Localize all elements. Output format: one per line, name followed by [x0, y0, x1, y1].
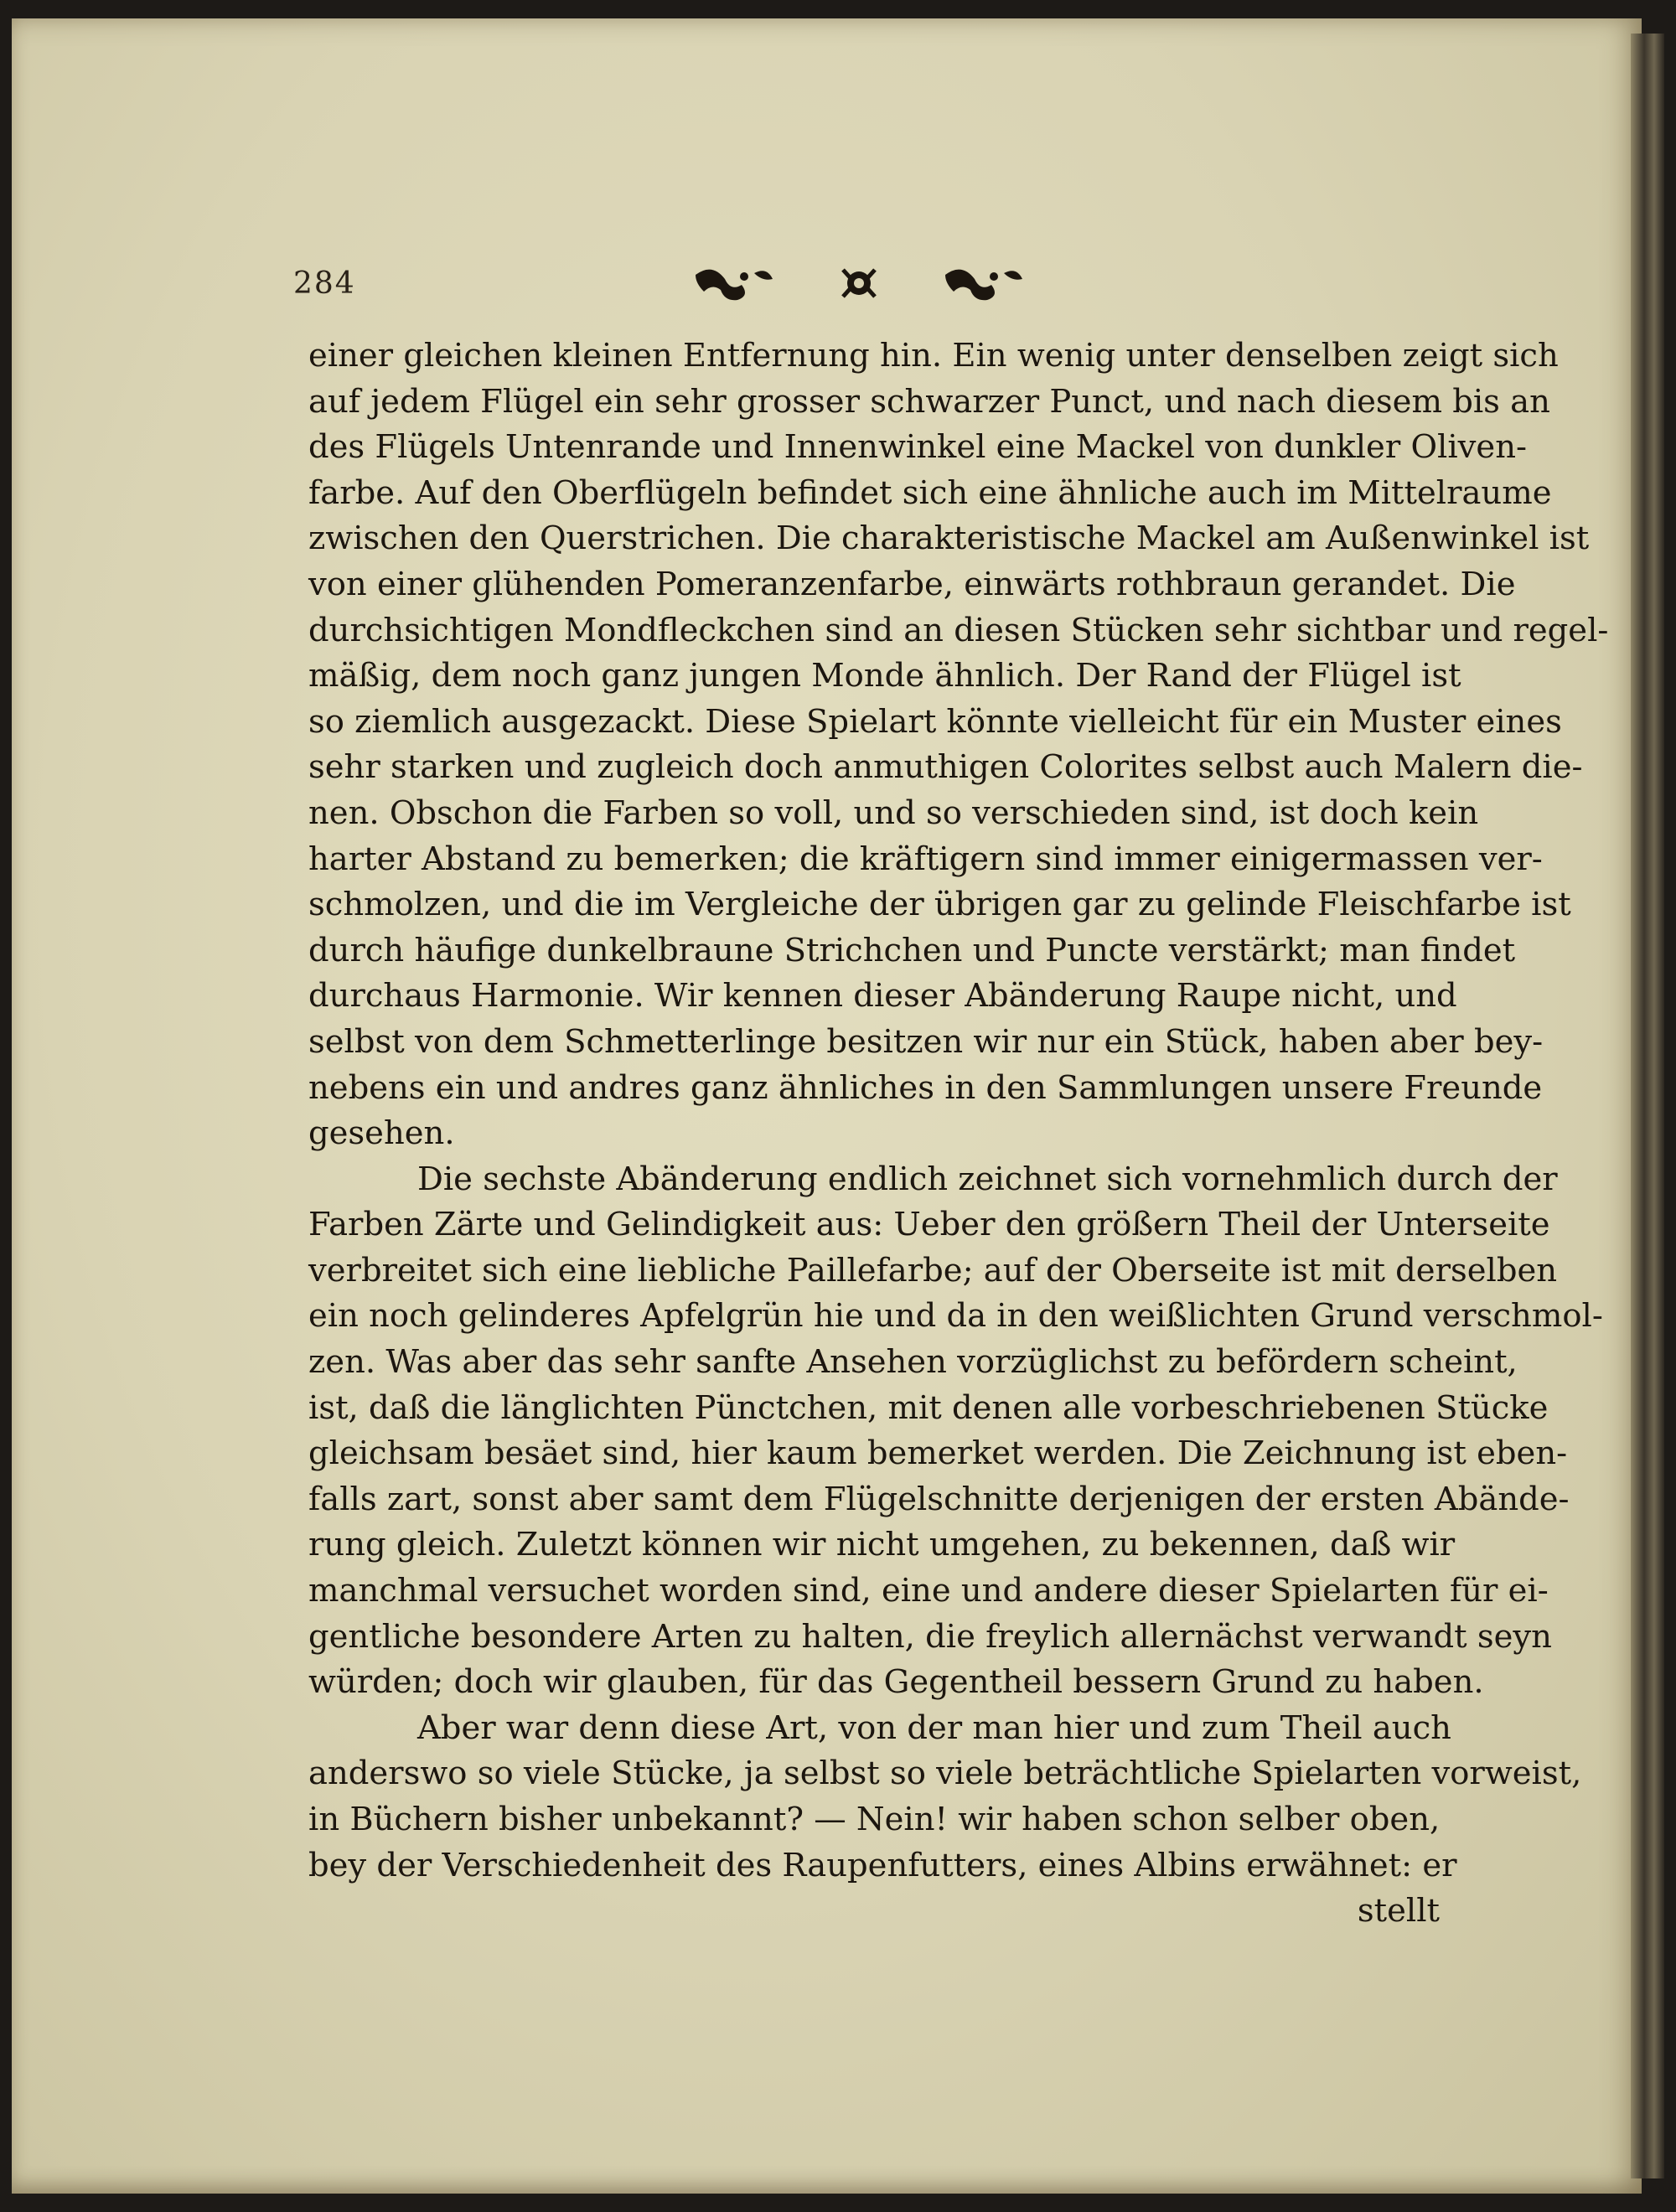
text-line: des Flügels Untenrande und Innenwinkel eine Mackel von dunkler Oliven- [308, 428, 1527, 467]
text-line: zwischen den Querstrichen. Die charakteristische Mackel am Außenwinkel ist [308, 519, 1590, 558]
text-line: falls zart, sonst aber samt dem Flügelschnitte derjenigen der ersten Abände- [308, 1480, 1570, 1518]
text-line: durch häufige dunkelbraune Strichchen und Puncte verstärkt; man findet [308, 931, 1516, 969]
text-line: anderswo so viele Stücke, ja selbst so viele beträchtliche Spielarten vorweist, [308, 1755, 1582, 1793]
text-line: selbst von dem Schmetterlinge besitzen wir nur ein Stück, haben aber bey- [308, 1022, 1544, 1061]
text-line: ist, daß die länglichten Pünctchen, mit denen alle vorbeschriebenen Stücke [308, 1388, 1549, 1427]
book-gutter [1631, 34, 1664, 2178]
text-line: manchmal versuchet worden sind, eine und andere dieser Spielarten für ei- [308, 1572, 1549, 1610]
floral-ornament-icon [679, 258, 1056, 308]
text-line: Die sechste Abänderung endlich zeichnet sich vornehmlich durch der [417, 1160, 1558, 1198]
body-text [308, 333, 1609, 1935]
text-line: Farben Zärte und Gelindigkeit aus: Ueber den größern Theil der Unterseite [308, 1206, 1550, 1244]
text-line: durchsichtigen Mondfleckchen sind an diesen Stücken sehr sichtbar und regel- [308, 611, 1609, 649]
text-line: Aber war denn diese Art, von der man hier und zum Theil auch [417, 1708, 1451, 1747]
text-line: durchaus Harmonie. Wir kennen dieser Abänderung Raupe nicht, und [308, 977, 1457, 1016]
text-line: gentliche besondere Arten zu halten, die freylich allernächst verwandt seyn [308, 1617, 1552, 1656]
text-line: gesehen. [308, 1114, 455, 1153]
text-line: gleichsam besäet sind, hier kaum bemerket werden. Die Zeichnung ist eben- [308, 1434, 1568, 1473]
text-line: bey der Verschiedenheit des Raupenfutters, eines Albins erwähnet: er [308, 1846, 1457, 1884]
text-line: harter Abstand zu bemerken; die kräftigern sind immer einigermassen ver- [308, 840, 1543, 878]
text-line: auf jedem Flügel ein sehr grosser schwarzer Punct, und nach diesem bis an [308, 382, 1550, 421]
text-line: verbreitet sich eine liebliche Paillefarbe; auf der Oberseite ist mit derselben [308, 1251, 1558, 1289]
text-line: mäßig, dem noch ganz jungen Monde ähnlich. Der Rand der Flügel ist [308, 657, 1461, 695]
text-line: schmolzen, und die im Vergleiche der übrigen gar zu gelinde Fleischfarbe ist [308, 886, 1571, 924]
text-line: farbe. Auf den Oberflügeln befindet sich eine ähnliche auch im Mittelraume [308, 473, 1552, 512]
page-number: 284 [293, 266, 356, 301]
text-line: so ziemlich ausgezackt. Diese Spielart könnte vielleicht für ein Muster eines [308, 702, 1562, 741]
text-line: von einer glühenden Pomeranzenfarbe, einwärts rothbraun gerandet. Die [308, 565, 1516, 603]
text-line: zen. Was aber das sehr sanfte Ansehen vorzüglichst zu befördern scheint, [308, 1343, 1518, 1382]
text-line: einer gleichen kleinen Entfernung hin. Ein wenig unter denselben zeigt sich [308, 337, 1559, 375]
text-line: rung gleich. Zuletzt können wir nicht umgehen, zu bekennen, daß wir [308, 1526, 1456, 1564]
text-line: ein noch gelinderes Apfelgrün hie und da in den weißlichten Grund verschmol- [308, 1297, 1603, 1336]
text-line: nen. Obschon die Farben so voll, und so verschieden sind, ist doch kein [308, 793, 1479, 832]
text-line: in Büchern bisher unbekannt? — Nein! wir haben schon selber oben, [308, 1801, 1441, 1838]
text-line: nebens ein und andres ganz ähnliches in den Sammlungen unsere Freunde [308, 1068, 1543, 1107]
text-line: sehr starken und zugleich doch anmuthigen Colorites selbst auch Malern die- [308, 748, 1583, 787]
catchword: stellt [1357, 1892, 1440, 1930]
text-line: würden; doch wir glauben, für das Gegentheil bessern Grund zu haben. [308, 1663, 1484, 1702]
